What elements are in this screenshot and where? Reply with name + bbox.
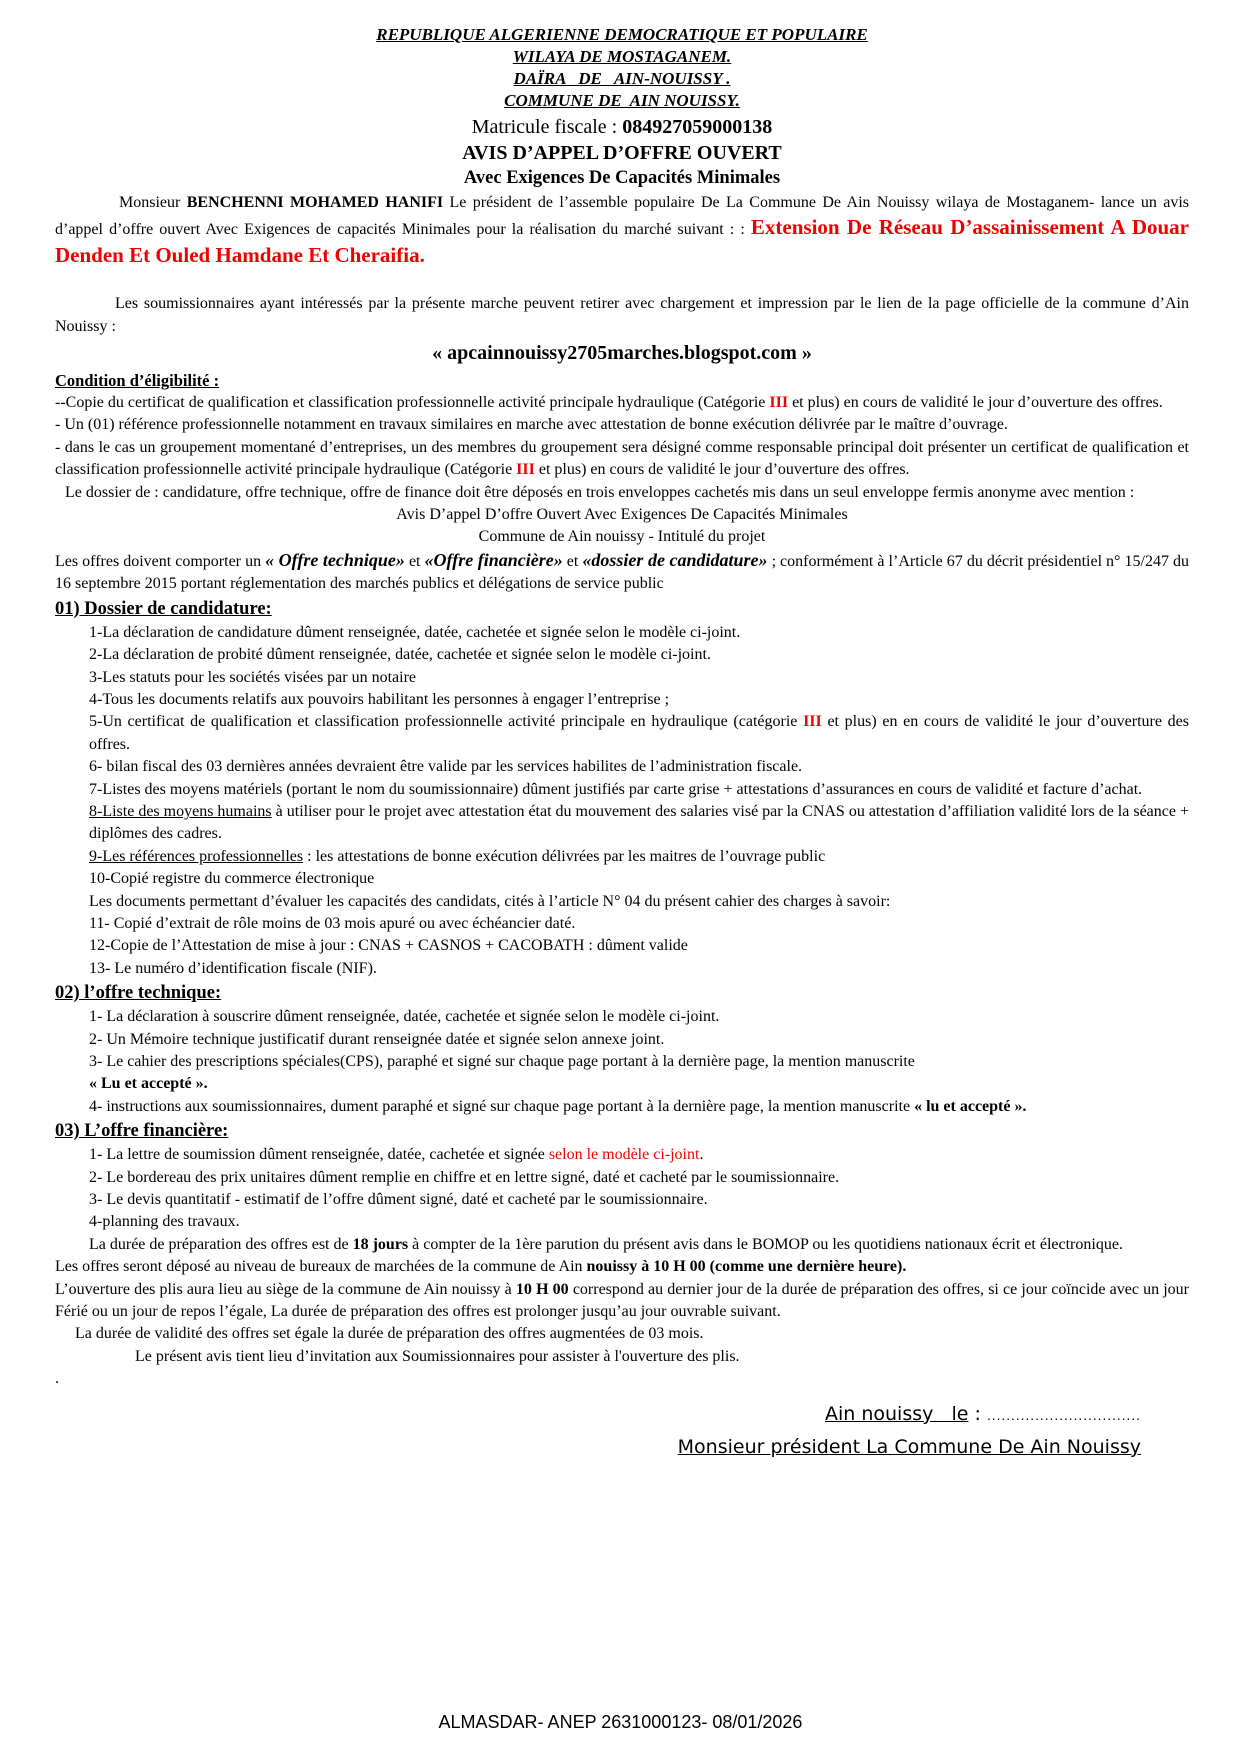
candidature-item-12: 12-Copie de l’Attestation de mise à jour : CNAS + CASNOS + CACOBATH : dûment valide [89, 937, 688, 955]
header-line-daira: DAÏRA DE AIN-NOUISSY . [513, 69, 731, 88]
signature-dotted-line: ................................ [986, 1408, 1141, 1423]
invitation-line: Le présent avis tient lieu d’invitation aux Soumissionnaires pour assister à l'ouverture des plis. [135, 1347, 740, 1365]
eligibility-item-2: - Un (01) référence professionnelle notamment en travaux similaires en marche avec attestation de bonne exécution délivrée par le maître d’ouvrage. [55, 416, 1008, 434]
red-model-note: selon le modèle ci-joint [548, 1146, 700, 1164]
candidature-item-1: 1-La déclaration de candidature dûment renseignée, datée, cachetée et signée selon le modèle ci-joint. [89, 623, 741, 641]
lu-accepte-line: « Lu et accepté ». [89, 1075, 208, 1093]
dossier-note: Le dossier de : candidature, offre technique, offre de finance doit être déposés en trois enveloppes cachetés mis dans un seul enveloppe fermis anonyme avec mention : [65, 483, 1135, 501]
candidature-item-13: 13- Le numéro d’identification fiscale (NIF). [89, 959, 377, 977]
financiere-item-2: 2- Le bordereau des prix unitaires dûment remplie en chiffre et en lettre signé, daté et cacheté par le soumissionnaire. [89, 1168, 840, 1186]
candidature-item-3: 3-Les statuts pour les sociétés visées par un notaire [89, 668, 417, 686]
fiscal-id-line [55, 114, 1189, 140]
category-badge: III [516, 461, 535, 479]
technique-item-2: 2- Un Mémoire technique justificatif durant renseignée datée et signée selon annexe joint. [89, 1030, 665, 1048]
dossier-candidature-label: «dossier de candidature» [582, 549, 768, 570]
category-badge: III [803, 713, 822, 731]
duration-value: 18 jours [352, 1235, 409, 1253]
eligibility-item-1: --Copie du certificat de qualification et classification professionnelle activité principale hydraulique (Catégorie III et plus) en cours de validité le jour d’ouverture des offres. [55, 394, 1163, 412]
candidature-item-7: 7-Listes des moyens matériels (portant le nom du soumissionnaire) dûment justifiés par carte grise + attestations d’assurances en cours de validité et facture d’achat. [89, 780, 1143, 798]
category-badge: III [769, 394, 789, 412]
technique-item-4: 4- instructions aux soumissionnaires, dument paraphé et signé sur chaque page portant à la dernière page, la mention manuscrite « lu et accepté ». [89, 1097, 1027, 1115]
signature-block [55, 1399, 1189, 1463]
section-2-heading: 02) l’offre technique: [55, 983, 222, 1004]
blank-space [55, 269, 1189, 293]
candidature-item-9: 9-Les références professionnelles : les attestations de bonne exécution délivrées par les maitres de l’ouvrage public [89, 847, 826, 865]
deposit-time: nouissy à 10 H 00 (comme une dernière heure). [586, 1258, 907, 1276]
offer-financiere-label: «Offre financière» [424, 549, 563, 570]
section-1-heading: 01) Dossier de candidature: [55, 598, 272, 619]
eligibility-item-3: - dans le cas un groupement momentané d’entreprises, un des membres du groupement sera désigné comme responsable principal doit présenter un certificat de qualification et classification professionnelle activité principale hydraulique (Catégorie III et plus) en cours de validité le jour d’ouverture des offres. [55, 438, 1189, 479]
technique-item-1: 1- La déclaration à souscrire dûment renseignée, datée, cachetée et signée selon le modèle ci-joint. [89, 1008, 720, 1026]
candidature-item-2: 2-La déclaration de probité dûment renseignée, datée, cachetée et signée selon le modèle ci-joint. [89, 646, 711, 664]
validity-line: La durée de validité des offres set égale la durée de préparation des offres augmentées de 03 mois. [75, 1325, 704, 1343]
fiscal-id-label: Matricule fiscale : [471, 116, 623, 138]
signature-place-date: Ain nouissy le : ................................ [824, 1402, 1141, 1425]
header-line-commune: COMMUNE DE AIN NOUISSY. [504, 91, 740, 110]
preparation-duration-paragraph: La durée de préparation des offres est de 18 jours à compter de la 1ère parution du présent avis dans le BOMOP ou les quotidiens nationaux écrit et électronique. [89, 1235, 1123, 1253]
intro-paragraph: Monsieur BENCHENNI MOHAMED HANIFI Le président de l’assemble populaire De La Commune De Ain Nouissy wilaya de Mostaganem- lance un avis d’appel d’offre ouvert Avec Exigences de capacités Minimales pour la réalisation du marché suivant : : Extension De Réseau D’assainissement A Douar Denden Et Ouled Hamdane Et Cheraifia. [55, 194, 1190, 267]
project-title: Extension De Réseau D’assainissement A Douar Denden Et Ouled Hamdane Et Cheraifia. [55, 215, 1189, 267]
candidature-item-6: 6- bilan fiscal des 03 dernières années devraient être valide par les services habilites de l’administration fiscale. [89, 758, 803, 776]
candidature-item-4: 4-Tous les documents relatifs aux pouvoirs habilitant les personnes à engager l’entreprise ; [89, 690, 670, 708]
opening-time: 10 H 00 [515, 1280, 569, 1298]
fiscal-id-value: 084927059000138 [622, 116, 773, 138]
financiere-item-3: 3- Le devis quantitatif - estimatif de l’offre dûment signé, daté et cacheté par le soumissionnaire. [89, 1191, 708, 1209]
documents-note: Les documents permettant d’évaluer les capacités des candidats, cités à l’article N° 04 du présent cahier des charges à savoir: [89, 892, 891, 910]
opening-line: L’ouverture des plis aura lieu au siège de la commune de Ain nouissy à 10 H 00 correspond au dernier jour de la durée de préparation des offres, si ce jour coïncide avec un jour Férié ou un jour de repos l’égale, La durée de préparation des offres est prolonger jusqu’au jour ouvrable suivant. [55, 1280, 1190, 1321]
offer-technique-label: « Offre technique» [265, 549, 405, 570]
retrait-paragraph: Les soumissionnaires ayant intéressés par la présente marche peuvent retirer avec chargement et impression par le lien de la page officielle de la commune d’Ain Nouissy : [55, 295, 1189, 335]
financiere-item-4: 4-planning des travaux. [89, 1213, 240, 1231]
header-line-wilaya: WILAYA DE MOSTAGANEM. [512, 47, 732, 66]
footer-reference: ALMASDAR- ANEP 2631000123- 08/01/2026 [438, 1712, 803, 1732]
envelope-mention-line-1: Avis D’appel D’offre Ouvert Avec Exigences De Capacités Minimales [396, 506, 848, 524]
candidature-item-11: 11- Copié d’extrait de rôle moins de 03 mois apuré ou avec échéancier daté. [89, 914, 576, 932]
eligibility-heading: Condition d’éligibilité : [55, 371, 220, 391]
stray-dot: . [55, 1370, 59, 1388]
header-line-republic: REPUBLIQUE ALGERIENNE DEMOCRATIQUE ET POPULAIRE [376, 25, 868, 44]
signature-president: Monsieur président La Commune De Ain Nouissy [677, 1435, 1141, 1458]
candidature-item-8: 8-Liste des moyens humains à utiliser pour le projet avec attestation état du mouvement des salaries visé par la CNAS ou attestation d’affiliation validité lors de la séance + diplômes des cadres. [89, 802, 1190, 843]
envelope-mention-line-2: Commune de Ain nouissy - Intitulé du projet [478, 528, 766, 546]
president-name: BENCHENNI MOHAMED HANIFI [186, 194, 444, 211]
candidature-item-5: 5-Un certificat de qualification et classification professionnelle activité principale en hydraulique (catégorie III et plus) en en cours de validité le jour d’ouverture des offres. [89, 713, 1189, 753]
deposit-line: Les offres seront déposé au niveau de bureaux de marchées de la commune de Ain nouissy à 10 H 00 (comme une dernière heure). [55, 1258, 907, 1276]
technique-item-3: 3- Le cahier des prescriptions spéciales(CPS), paraphé et signé sur chaque page portant à la dernière page, la mention manuscrite [89, 1053, 915, 1070]
financiere-item-1: 1- La lettre de soumission dûment renseignée, datée, cachetée et signée selon le modèle ci-joint. [89, 1146, 704, 1164]
offers-paragraph: Les offres doivent comporter un « Offre technique» et «Offre financière» et «dossier de candidature» ; conformément à l’Article 67 du décrit présidentiel n° 15/247 du 16 septembre 2015 portant réglementation des marchés publics et délégations de service public [55, 549, 1190, 593]
candidature-item-10: 10-Copié registre du commerce électronique [89, 870, 375, 888]
section-3-heading: 03) L’offre financière: [55, 1121, 229, 1142]
notice-subtitle: Avec Exigences De Capacités Minimales [463, 168, 781, 188]
blog-link[interactable]: « apcainnouissy2705marches.blogspot.com » [432, 342, 812, 365]
notice-title: AVIS D’APPEL D’OFFRE OUVERT [462, 142, 782, 164]
